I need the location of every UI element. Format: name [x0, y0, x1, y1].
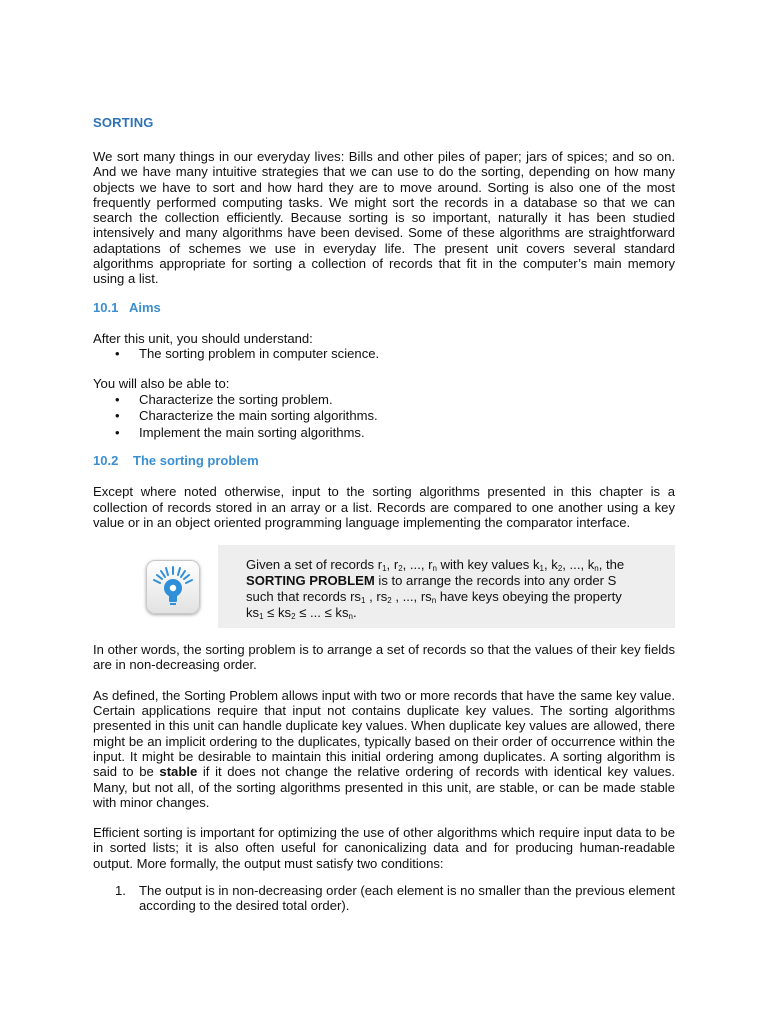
list-item: • Characterize the sorting problem.	[115, 391, 333, 407]
able-list	[93, 392, 675, 442]
bullet-icon: •	[115, 345, 120, 361]
page-title: SORTING	[93, 115, 154, 130]
document-page	[93, 115, 675, 914]
problem-paragraph-2: In other words, the sorting problem is to arrange a set of records so that the values of their key fields are in non-decreasing order.	[93, 642, 675, 673]
definition-line-2: SORTING PROBLEM is to arrange the records into any order S	[246, 573, 617, 589]
stable-term: stable	[159, 764, 198, 780]
problem-paragraph-1: Except where noted otherwise, input to the sorting algorithms presented in this chapter is a collection of records stored in an array or a list. Records are compared to one another using a key value or in an object oriented programming language implementing the comparator interface.	[93, 484, 675, 530]
problem-heading-number: 10.2	[93, 453, 119, 469]
list-item: • Implement the main sorting algorithms.	[115, 424, 365, 440]
intro-paragraph: We sort many things in our everyday lives: Bills and other piles of paper; jars of spices; and so on. And we have many intuitive strategies that we can use to do the sorting, depending on how many objects we have to sort and how hard they are to move around. Sorting is also one of the most frequently performed computing tasks. We might sort the records in a database so that we can search the collection efficiently. Because sorting is so important, naturally it has been studied intensively and many algorithms have been devised. Some of these algorithms are straightforward adaptations of schemes we use in everyday life. The present unit covers several standard algorithms appropriate for sorting a collection of records that fit in the computer’s main memory using a list.	[93, 149, 675, 287]
sorting-problem-term: SORTING PROBLEM	[246, 573, 375, 589]
understand-list	[93, 346, 675, 363]
aims-heading-number: 10.1	[93, 299, 119, 315]
definition-line-1: Given a set of records $r_1$, $r_2$, ..., $r_n$ with key values $k_1$, $k_2$, ..., $k_n$, the	[246, 557, 625, 574]
definition-line-3: such that records $rs_1$ , $rs_2$ , ..., $rs_n$ have keys obeying the property	[246, 589, 622, 606]
lightbulb-icon	[146, 560, 200, 614]
able-intro: You will also be able to:	[93, 376, 230, 392]
problem-paragraph-3: As defined, the Sorting Problem allows input with two or more records that have the same key value. Certain applications require that input not contains duplicate key values. The sorting algorithms presented in this unit can handle duplicate key values. When duplicate key values are allowed, there might be an implicit ordering to the duplicates, typically based on their order of occurrence within the input. It might be desirable to maintain this initial ordering among duplicates. A sorting algorithm is said to be stable if it does not change the relative ordering of records with identical key values. Many, but not all, of the sorting algorithms presented in this unit, are stable, or can be made stable with minor changes.	[93, 687, 675, 810]
problem-heading-text: The sorting problem	[133, 453, 259, 469]
bullet-icon: •	[115, 424, 120, 440]
list-item: • Characterize the main sorting algorithms.	[115, 408, 378, 424]
definition-callout	[218, 545, 675, 628]
list-item	[93, 883, 675, 914]
definition-text	[246, 557, 667, 621]
aims-heading	[93, 300, 675, 315]
bullet-icon: •	[115, 408, 120, 424]
conditions-list	[93, 883, 675, 914]
bullet-icon: •	[115, 391, 120, 407]
aims-heading-text: Aims	[129, 299, 161, 315]
sorting-problem-heading	[93, 453, 675, 468]
list-item: • The sorting problem in computer science.	[115, 345, 380, 361]
condition-number: 1.	[115, 883, 126, 899]
condition-text: The output is in non-decreasing order (each element is no smaller than the previous element according to the desired total order).	[139, 883, 675, 914]
understand-intro: After this unit, you should understand:	[93, 330, 313, 346]
problem-paragraph-4: Efficient sorting is important for optimizing the use of other algorithms which require input data to be in sorted lists; it is also often useful for canonicalizing data and for producing human-readable output. More formally, the output must satisfy two conditions:	[93, 825, 675, 871]
definition-line-4: $ks_1 \le ks_2$ ≤ ... ≤ $ks_n$.	[246, 605, 357, 622]
